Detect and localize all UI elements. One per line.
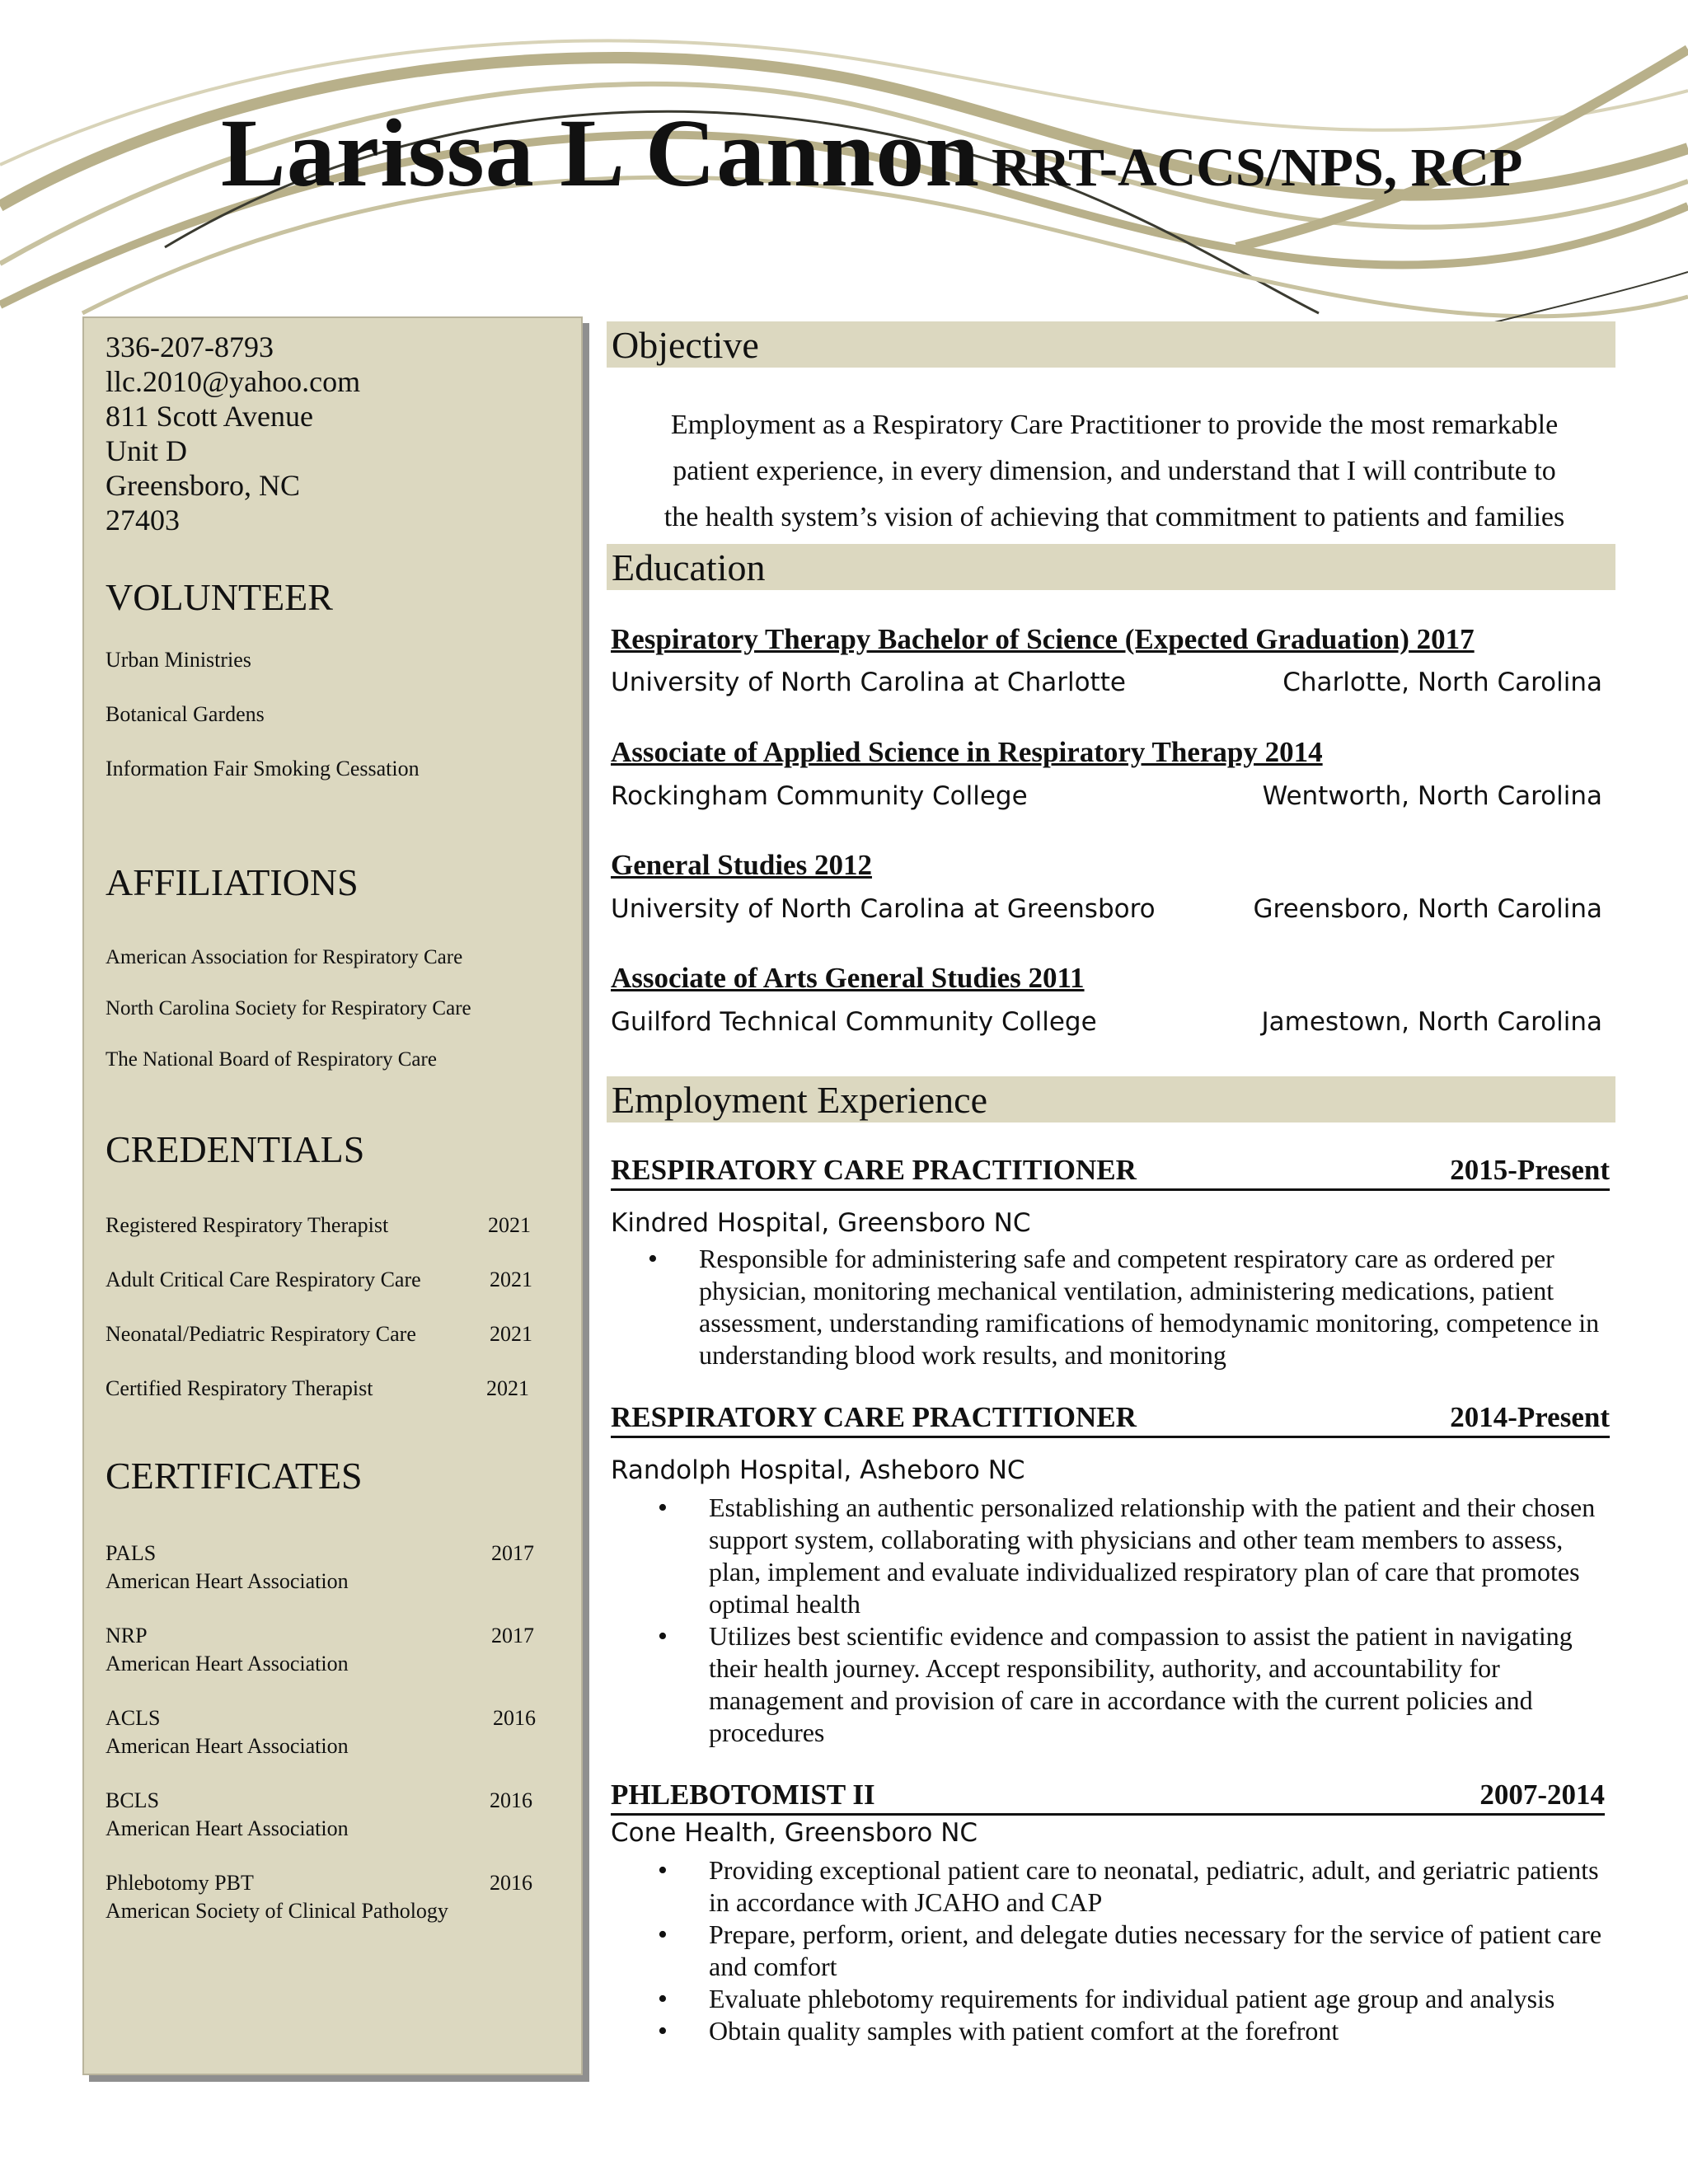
school-name: Rockingham Community College — [611, 781, 1028, 811]
certificate-issuer: American Heart Association — [106, 1569, 349, 1593]
objective-text — [617, 402, 1612, 541]
job-header — [611, 1154, 1610, 1191]
certificate-name: ACLS — [106, 1706, 161, 1730]
credential-year: 2021 — [488, 1213, 531, 1237]
city-state: Greensboro, NC — [106, 469, 300, 502]
sidebar-panel — [82, 316, 583, 2075]
applicant-credentials: RRT-ACCS/NPS, RCP — [992, 138, 1523, 198]
credential-name: Neonatal/Pediatric Respiratory Care — [106, 1322, 416, 1346]
degree-title: General Studies 2012 — [611, 849, 872, 881]
job-company: Cone Health, Greensboro NC — [611, 1818, 978, 1848]
zip-code: 27403 — [106, 504, 180, 537]
job-header — [611, 1779, 1605, 1816]
volunteer-heading: VOLUNTEER — [106, 576, 333, 618]
job-bullet: • Utilizes best scientific evidence and compassion to assist the patient in navigating their health journey. Accept responsibility, authority, and accountability for management and provision of care in accordance with the current policies and procedures — [643, 1620, 1615, 1749]
job-company: Randolph Hospital, Asheboro NC — [611, 1455, 1025, 1485]
volunteer-item: Botanical Gardens — [106, 702, 265, 726]
objective-section-bar — [607, 321, 1615, 368]
certificate-issuer: American Heart Association — [106, 1816, 349, 1840]
school-location: Greensboro, North Carolina — [1253, 894, 1602, 924]
credential-name: Adult Critical Care Respiratory Care — [106, 1268, 421, 1291]
certificate-name: Phlebotomy PBT — [106, 1871, 254, 1895]
job-title: RESPIRATORY CARE PRACTITIONER — [611, 1401, 1137, 1433]
job-years: 2007-2014 — [1479, 1779, 1605, 1811]
job-company: Kindred Hospital, Greensboro NC — [611, 1208, 1031, 1238]
certificate-name: NRP — [106, 1624, 148, 1647]
resume-header — [221, 97, 1522, 209]
job-bullet: • Responsible for administering safe and competent respiratory care as ordered per physician, monitoring mechanical ventilation, administering medications, patient assessment, understanding ramifications of hemodynamic monitoring, competence in understanding blood work results, and monitoring — [633, 1243, 1606, 1371]
credential-year: 2021 — [490, 1322, 532, 1346]
job-bullet: • Establishing an authentic personalized relationship with the patient and their chosen support system, collaborating with physicians and other team members to assess, plan, implement and evaluate individualized respiratory plan of care that promotes optimal health — [643, 1492, 1615, 1620]
degree-title: Associate of Applied Science in Respiratory Therapy 2014 — [611, 736, 1323, 768]
school-name: University of North Carolina at Greensboro — [611, 894, 1156, 924]
phone-number: 336-207-8793 — [106, 330, 274, 363]
school-location: Wentworth, North Carolina — [1262, 781, 1602, 811]
certificate-issuer: American Heart Association — [106, 1734, 349, 1758]
affiliation-item: The National Board of Respiratory Care — [106, 1048, 437, 1071]
objective-heading: Objective — [612, 324, 759, 366]
job-bullet: • Evaluate phlebotomy requirements for individual patient age group and analysis — [643, 1983, 1615, 2015]
street-address: 811 Scott Avenue — [106, 400, 313, 433]
school-name: Guilford Technical Community College — [611, 1007, 1097, 1037]
certificate-year: 2017 — [491, 1541, 534, 1565]
email-address: llc.2010@yahoo.com — [106, 365, 361, 398]
certificate-year: 2016 — [490, 1788, 532, 1812]
job-bullets — [643, 1492, 1615, 1749]
school-location: Jamestown, North Carolina — [1261, 1007, 1602, 1037]
affiliation-item: American Association for Respiratory Care — [106, 946, 463, 968]
certificate-name: BCLS — [106, 1788, 160, 1812]
job-years: 2015-Present — [1450, 1154, 1610, 1186]
credentials-heading: CREDENTIALS — [106, 1128, 365, 1170]
education-heading: Education — [612, 546, 766, 588]
job-years: 2014-Present — [1450, 1401, 1610, 1433]
job-header — [611, 1401, 1610, 1438]
job-bullets — [633, 1243, 1606, 1371]
credential-year: 2021 — [490, 1268, 532, 1291]
applicant-name: Larissa L Cannon — [221, 99, 980, 207]
credential-year: 2021 — [486, 1376, 529, 1400]
education-section-bar — [607, 544, 1615, 590]
credential-name: Registered Respiratory Therapist — [106, 1213, 389, 1237]
certificate-issuer: American Society of Clinical Pathology — [106, 1899, 448, 1923]
employment-section-bar — [607, 1076, 1615, 1122]
school-name: University of North Carolina at Charlotte — [611, 668, 1126, 697]
volunteer-item: Urban Ministries — [106, 648, 251, 672]
job-bullets — [643, 1854, 1615, 2047]
objective-line: the health system’s vision of achieving that commitment to patients and families — [663, 502, 1565, 532]
job-title: PHLEBOTOMIST II — [611, 1779, 875, 1811]
contact-info — [106, 330, 360, 537]
certificate-issuer: American Heart Association — [106, 1652, 349, 1675]
school-location: Charlotte, North Carolina — [1282, 668, 1602, 697]
job-bullet: • Obtain quality samples with patient comfort at the forefront — [643, 2015, 1615, 2047]
job-bullet: • Prepare, perform, orient, and delegate duties necessary for the service of patient care and comfort — [643, 1919, 1615, 1983]
objective-line: patient experience, in every dimension, and understand that I will contribute to — [673, 456, 1556, 486]
degree-title: Associate of Arts General Studies 2011 — [611, 962, 1085, 994]
objective-line: Employment as a Respiratory Care Practitioner to provide the most remarkable — [670, 410, 1559, 440]
credential-name: Certified Respiratory Therapist — [106, 1376, 373, 1400]
certificate-year: 2017 — [491, 1624, 534, 1647]
job-title: RESPIRATORY CARE PRACTITIONER — [611, 1154, 1137, 1186]
affiliation-item: North Carolina Society for Respiratory Care — [106, 997, 471, 1019]
volunteer-item: Information Fair Smoking Cessation — [106, 757, 420, 780]
degree-title: Respiratory Therapy Bachelor of Science (Expected Graduation) 2017 — [611, 623, 1475, 655]
certificate-name: PALS — [106, 1541, 157, 1565]
affiliations-heading: AFFILIATIONS — [106, 861, 359, 903]
employment-heading: Employment Experience — [612, 1079, 988, 1121]
job-bullet: • Providing exceptional patient care to neonatal, pediatric, adult, and geriatric patients in accordance with JCAHO and CAP — [643, 1854, 1615, 1919]
certificates-heading: CERTIFICATES — [106, 1455, 363, 1497]
certificate-year: 2016 — [490, 1871, 532, 1895]
unit: Unit D — [106, 434, 187, 467]
certificate-year: 2016 — [493, 1706, 536, 1730]
